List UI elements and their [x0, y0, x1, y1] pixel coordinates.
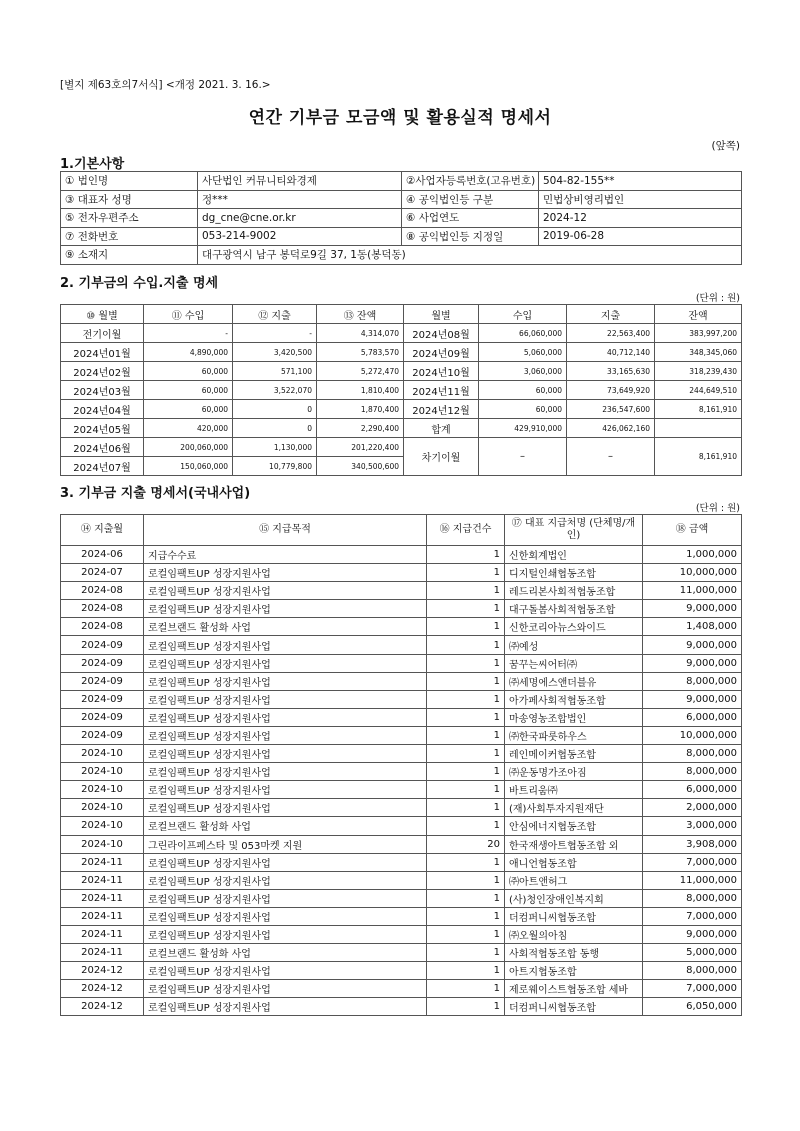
expense-purpose: 로컬임팩트UP 성장지원사업: [144, 726, 427, 744]
expense-purpose: 로컬임팩트UP 성장지원사업: [144, 925, 427, 943]
cash-expense: 1,130,000: [233, 438, 317, 457]
expense-amount: 8,000,000: [643, 745, 742, 763]
expense-row: [61, 600, 742, 618]
expense-month: 2024-11: [61, 925, 144, 943]
cash-row: [61, 324, 742, 343]
cash-month: 2024년10월: [404, 362, 479, 381]
section2-title: 2. 기부금의 수입.지출 명세: [60, 276, 219, 291]
expense-amount: 10,000,000: [643, 726, 742, 744]
expense-row: [61, 546, 742, 564]
cash-header: 월별: [404, 305, 479, 324]
expense-row: [61, 708, 742, 726]
cash-balance: 1,810,400: [317, 381, 404, 400]
basic-info-label: ⑥ 사업연도: [402, 209, 539, 228]
cash-month: 2024년01월: [61, 343, 144, 362]
expense-row: [61, 980, 742, 998]
cash-expense: 22,563,400: [567, 324, 655, 343]
expense-recipient: 아트지협동조합: [505, 962, 643, 980]
expense-row: [61, 835, 742, 853]
expense-purpose: 로컬임팩트UP 성장지원사업: [144, 962, 427, 980]
cash-row: [61, 400, 742, 419]
expense-row: [61, 962, 742, 980]
address-row: [61, 246, 742, 265]
cash-income: 60,000: [479, 381, 567, 400]
expense-row: [61, 582, 742, 600]
expense-recipient: 더컴퍼니씨협동조합: [505, 907, 643, 925]
expense-purpose: 로컬임팩트UP 성장지원사업: [144, 600, 427, 618]
expense-count: 1: [427, 871, 505, 889]
cash-income: 60,000: [479, 400, 567, 419]
expense-month: 2024-08: [61, 600, 144, 618]
expense-row: [61, 889, 742, 907]
expense-header: ⑱ 금액: [643, 515, 742, 546]
cash-row: [61, 343, 742, 362]
expense-amount: 2,000,000: [643, 799, 742, 817]
expense-purpose: 로컬임팩트UP 성장지원사업: [144, 980, 427, 998]
basic-info-value: 사단법인 커뮤니티와경제: [198, 172, 402, 191]
expense-amount: 9,000,000: [643, 636, 742, 654]
expense-month: 2024-09: [61, 636, 144, 654]
expense-month: 2024-08: [61, 582, 144, 600]
section3-unit: (단위 : 원): [695, 503, 740, 514]
expense-amount: 10,000,000: [643, 564, 742, 582]
carry-balance: 8,161,910: [655, 438, 742, 476]
cash-income: 60,000: [144, 381, 233, 400]
expense-count: 1: [427, 618, 505, 636]
cash-income: 5,060,000: [479, 343, 567, 362]
basic-info-label: ④ 공익법인등 구분: [402, 190, 539, 209]
expense-count: 1: [427, 546, 505, 564]
basic-info-value: 2019-06-28: [539, 227, 742, 246]
expense-amount: 3,908,000: [643, 835, 742, 853]
cash-expense: 571,100: [233, 362, 317, 381]
expense-month: 2024-11: [61, 889, 144, 907]
expense-count: 1: [427, 763, 505, 781]
expense-month: 2024-09: [61, 708, 144, 726]
expense-recipient: 대구돌봄사회적협동조합: [505, 600, 643, 618]
expense-amount: 11,000,000: [643, 582, 742, 600]
expense-purpose: 로컬브랜드 활성화 사업: [144, 817, 427, 835]
expense-amount: 9,000,000: [643, 600, 742, 618]
expense-row: [61, 907, 742, 925]
expense-month: 2024-12: [61, 980, 144, 998]
cash-balance: 8,161,910: [655, 400, 742, 419]
expense-month: 2024-07: [61, 564, 144, 582]
basic-info-table: [60, 171, 742, 265]
cash-expense: 73,649,920: [567, 381, 655, 400]
expense-recipient: 제로웨이스트협동조합 세바: [505, 980, 643, 998]
expense-count: 1: [427, 726, 505, 744]
expense-recipient: 바트리움㈜: [505, 781, 643, 799]
expense-recipient: 애니언협동조합: [505, 853, 643, 871]
expense-recipient: ㈜아트앤허그: [505, 871, 643, 889]
expense-amount: 8,000,000: [643, 962, 742, 980]
expense-month: 2024-10: [61, 817, 144, 835]
section1-title: 1.기본사항: [60, 157, 125, 172]
expense-month: 2024-06: [61, 546, 144, 564]
cash-income: 4,890,000: [144, 343, 233, 362]
expense-recipient: 디지털인쇄협동조합: [505, 564, 643, 582]
expense-purpose: 로컬임팩트UP 성장지원사업: [144, 781, 427, 799]
cash-balance: 4,314,070: [317, 324, 404, 343]
form-note: [별지 제63호의7서식] <개정 2021. 3. 16.>: [60, 79, 271, 91]
basic-info-value: 504-82-155**: [539, 172, 742, 191]
expense-row: [61, 726, 742, 744]
expense-row: [61, 636, 742, 654]
expense-amount: 9,000,000: [643, 690, 742, 708]
expense-purpose: 로컬임팩트UP 성장지원사업: [144, 871, 427, 889]
basic-info-value: 053-214-9002: [198, 227, 402, 246]
basic-info-value: dg_cne@cne.or.kr: [198, 209, 402, 228]
expense-count: 1: [427, 944, 505, 962]
cash-header: 수입: [479, 305, 567, 324]
expense-recipient: (재)사회투자지원재단: [505, 799, 643, 817]
expense-purpose: 로컬임팩트UP 성장지원사업: [144, 672, 427, 690]
cash-header: 지출: [567, 305, 655, 324]
expense-row: [61, 763, 742, 781]
expense-count: 20: [427, 835, 505, 853]
cash-balance: 1,870,400: [317, 400, 404, 419]
basic-info-label: ⑤ 전자우편주소: [61, 209, 198, 228]
basic-info-row: [61, 172, 742, 191]
expense-recipient: 신한회계법인: [505, 546, 643, 564]
cash-month: 2024년02월: [61, 362, 144, 381]
expense-row: [61, 799, 742, 817]
expense-recipient: ㈜한국파룻하우스: [505, 726, 643, 744]
cash-header-row: [61, 305, 742, 324]
expense-amount: 8,000,000: [643, 763, 742, 781]
expense-purpose: 지급수수료: [144, 546, 427, 564]
cash-balance: 201,220,400: [317, 438, 404, 457]
expense-month: 2024-09: [61, 690, 144, 708]
expense-count: 1: [427, 636, 505, 654]
total-balance: [655, 419, 742, 438]
cash-income: -: [144, 324, 233, 343]
cash-balance: 383,997,200: [655, 324, 742, 343]
expense-amount: 5,000,000: [643, 944, 742, 962]
expense-recipient: 신한코리아뉴스와이드: [505, 618, 643, 636]
income-expense-table: [60, 304, 742, 476]
expense-month: 2024-10: [61, 799, 144, 817]
expense-row: [61, 998, 742, 1016]
cash-row: [61, 362, 742, 381]
expense-header: ⑰ 대표 지급처명 (단체명/개인): [505, 515, 643, 546]
carry-label: 차기이월: [404, 438, 479, 476]
basic-info-row: [61, 227, 742, 246]
expense-count: 1: [427, 600, 505, 618]
expense-amount: 3,000,000: [643, 817, 742, 835]
cash-month: 2024년12월: [404, 400, 479, 419]
expense-month: 2024-10: [61, 781, 144, 799]
expense-row: [61, 745, 742, 763]
cash-income: 150,060,000: [144, 457, 233, 476]
cash-month: 2024년08월: [404, 324, 479, 343]
expense-month: 2024-11: [61, 871, 144, 889]
basic-info-row: [61, 209, 742, 228]
expense-recipient: 사회적협동조합 동행: [505, 944, 643, 962]
cash-header: ⑩ 월별: [61, 305, 144, 324]
expense-purpose: 로컬브랜드 활성화 사업: [144, 618, 427, 636]
expense-recipient: (사)청인장애인복지회: [505, 889, 643, 907]
cash-month: 2024년05월: [61, 419, 144, 438]
basic-info-label: ②사업자등록번호(고유번호): [402, 172, 539, 191]
expense-month: 2024-12: [61, 998, 144, 1016]
section2-unit: (단위 : 원): [695, 293, 740, 304]
expense-recipient: ㈜오월의아침: [505, 925, 643, 943]
expense-month: 2024-10: [61, 835, 144, 853]
basic-info-value: 민법상비영리법인: [539, 190, 742, 209]
cash-expense: 10,779,800: [233, 457, 317, 476]
expense-amount: 6,000,000: [643, 781, 742, 799]
expense-count: 1: [427, 962, 505, 980]
expense-amount: 6,000,000: [643, 708, 742, 726]
total-label: 합계: [404, 419, 479, 438]
cash-balance: 5,272,470: [317, 362, 404, 381]
expense-purpose: 그린라이프페스타 및 053마켓 지원: [144, 835, 427, 853]
expense-recipient: 더컴퍼니씨협동조합: [505, 998, 643, 1016]
expense-amount: 9,000,000: [643, 925, 742, 943]
expense-recipient: ㈜운동명가조아짐: [505, 763, 643, 781]
basic-info-value: 정***: [198, 190, 402, 209]
expense-month: 2024-09: [61, 726, 144, 744]
cash-header: ⑫ 지출: [233, 305, 317, 324]
expense-month: 2024-12: [61, 962, 144, 980]
cash-month: 전기이월: [61, 324, 144, 343]
expense-recipient: 안심에너지협동조합: [505, 817, 643, 835]
address-value: 대구광역시 남구 봉덕로9길 37, 1동(봉덕동): [198, 246, 742, 265]
expense-row: [61, 690, 742, 708]
expense-header: ⑯ 지급건수: [427, 515, 505, 546]
expense-row: [61, 944, 742, 962]
expense-count: 1: [427, 998, 505, 1016]
expense-purpose: 로컬임팩트UP 성장지원사업: [144, 998, 427, 1016]
cash-month: 2024년06월: [61, 438, 144, 457]
cash-header: ⑪ 수입: [144, 305, 233, 324]
cash-balance: 348,345,060: [655, 343, 742, 362]
expense-row: [61, 781, 742, 799]
expense-amount: 9,000,000: [643, 654, 742, 672]
expense-purpose: 로컬임팩트UP 성장지원사업: [144, 799, 427, 817]
expense-purpose: 로컬임팩트UP 성장지원사업: [144, 907, 427, 925]
basic-info-label: ⑦ 전화번호: [61, 227, 198, 246]
expense-recipient: 레인메이커협동조합: [505, 745, 643, 763]
basic-info-label: ⑧ 공익법인등 지정일: [402, 227, 539, 246]
expense-recipient: 아가페사회적협동조합: [505, 690, 643, 708]
expense-purpose: 로컬브랜드 활성화 사업: [144, 944, 427, 962]
cash-header: 잔액: [655, 305, 742, 324]
expense-recipient: 레드리본사회적협동조합: [505, 582, 643, 600]
expense-amount: 7,000,000: [643, 853, 742, 871]
expense-recipient: 한국재생아트협동조합 외: [505, 835, 643, 853]
cash-balance: 340,500,600: [317, 457, 404, 476]
cash-income: 60,000: [144, 400, 233, 419]
expense-month: 2024-09: [61, 672, 144, 690]
expense-count: 1: [427, 654, 505, 672]
expense-month: 2024-11: [61, 907, 144, 925]
cash-expense: 236,547,600: [567, 400, 655, 419]
expense-month: 2024-10: [61, 745, 144, 763]
expense-row: [61, 817, 742, 835]
cash-month: 2024년04월: [61, 400, 144, 419]
expense-month: 2024-08: [61, 618, 144, 636]
expense-purpose: 로컬임팩트UP 성장지원사업: [144, 889, 427, 907]
expense-count: 1: [427, 745, 505, 763]
expense-purpose: 로컬임팩트UP 성장지원사업: [144, 708, 427, 726]
expense-row: [61, 618, 742, 636]
expense-header: ⑮ 지급목적: [144, 515, 427, 546]
expense-purpose: 로컬임팩트UP 성장지원사업: [144, 763, 427, 781]
cash-income: 3,060,000: [479, 362, 567, 381]
expense-purpose: 로컬임팩트UP 성장지원사업: [144, 690, 427, 708]
expense-purpose: 로컬임팩트UP 성장지원사업: [144, 636, 427, 654]
cash-row: [61, 419, 742, 438]
expense-count: 1: [427, 582, 505, 600]
cash-balance: 318,239,430: [655, 362, 742, 381]
expense-month: 2024-11: [61, 853, 144, 871]
cash-expense: 40,712,140: [567, 343, 655, 362]
expense-header: ⑭ 지출월: [61, 515, 144, 546]
cash-row: [61, 381, 742, 400]
expense-count: 1: [427, 708, 505, 726]
expense-month: 2024-11: [61, 944, 144, 962]
cash-expense: -: [233, 324, 317, 343]
expense-purpose: 로컬임팩트UP 성장지원사업: [144, 853, 427, 871]
cash-expense: 3,522,070: [233, 381, 317, 400]
expense-month: 2024-10: [61, 763, 144, 781]
carry-income: –: [479, 438, 567, 476]
expense-count: 1: [427, 980, 505, 998]
expense-count: 1: [427, 889, 505, 907]
document-title: 연간 기부금 모금액 및 활용실적 명세서: [248, 108, 552, 128]
section3-title: 3. 기부금 지출 명세서(국내사업): [60, 486, 251, 501]
cash-income: 200,060,000: [144, 438, 233, 457]
cash-expense: 3,420,500: [233, 343, 317, 362]
cash-balance: 244,649,510: [655, 381, 742, 400]
expense-row: [61, 853, 742, 871]
cash-month: 2024년03월: [61, 381, 144, 400]
expense-count: 1: [427, 907, 505, 925]
expense-purpose: 로컬임팩트UP 성장지원사업: [144, 654, 427, 672]
basic-info-label: ① 법인명: [61, 172, 198, 191]
cash-income: 66,060,000: [479, 324, 567, 343]
expense-count: 1: [427, 564, 505, 582]
expense-month: 2024-09: [61, 654, 144, 672]
expense-row: [61, 672, 742, 690]
expense-count: 1: [427, 817, 505, 835]
address-label: ⑨ 소재지: [61, 246, 198, 265]
basic-info-row: [61, 190, 742, 209]
cash-income: 60,000: [144, 362, 233, 381]
total-income: 429,910,000: [479, 419, 567, 438]
expense-amount: 11,000,000: [643, 871, 742, 889]
basic-info-value: 2024-12: [539, 209, 742, 228]
expense-amount: 1,408,000: [643, 618, 742, 636]
expense-row: [61, 871, 742, 889]
expense-count: 1: [427, 781, 505, 799]
carry-expense: –: [567, 438, 655, 476]
expense-recipient: ㈜세명에스앤더블유: [505, 672, 643, 690]
expense-count: 1: [427, 799, 505, 817]
expense-purpose: 로컬임팩트UP 성장지원사업: [144, 745, 427, 763]
cash-row: [61, 438, 742, 457]
cash-month: 2024년07월: [61, 457, 144, 476]
expense-count: 1: [427, 672, 505, 690]
expense-count: 1: [427, 853, 505, 871]
expense-count: 1: [427, 690, 505, 708]
expense-purpose: 로컬임팩트UP 성장지원사업: [144, 564, 427, 582]
cash-header: ⑬ 잔액: [317, 305, 404, 324]
domestic-expense-table: [60, 514, 742, 1016]
cash-balance: 2,290,400: [317, 419, 404, 438]
cash-expense: 0: [233, 400, 317, 419]
expense-amount: 8,000,000: [643, 672, 742, 690]
expense-recipient: 마송영농조합법인: [505, 708, 643, 726]
expense-row: [61, 564, 742, 582]
cash-month: 2024년11월: [404, 381, 479, 400]
expense-amount: 8,000,000: [643, 889, 742, 907]
expense-row: [61, 925, 742, 943]
cash-month: 2024년09월: [404, 343, 479, 362]
cash-balance: 5,783,570: [317, 343, 404, 362]
expense-amount: 7,000,000: [643, 907, 742, 925]
expense-amount: 6,050,000: [643, 998, 742, 1016]
expense-count: 1: [427, 925, 505, 943]
expense-recipient: ㈜예성: [505, 636, 643, 654]
expense-purpose: 로컬임팩트UP 성장지원사업: [144, 582, 427, 600]
expense-row: [61, 654, 742, 672]
cash-expense: 33,165,630: [567, 362, 655, 381]
cash-income: 420,000: [144, 419, 233, 438]
page-side-label: (앞쪽): [711, 140, 740, 152]
expense-amount: 7,000,000: [643, 980, 742, 998]
expense-recipient: 꿈꾸는씨어터㈜: [505, 654, 643, 672]
basic-info-label: ③ 대표자 성명: [61, 190, 198, 209]
expense-amount: 1,000,000: [643, 546, 742, 564]
cash-expense: 0: [233, 419, 317, 438]
total-expense: 426,062,160: [567, 419, 655, 438]
